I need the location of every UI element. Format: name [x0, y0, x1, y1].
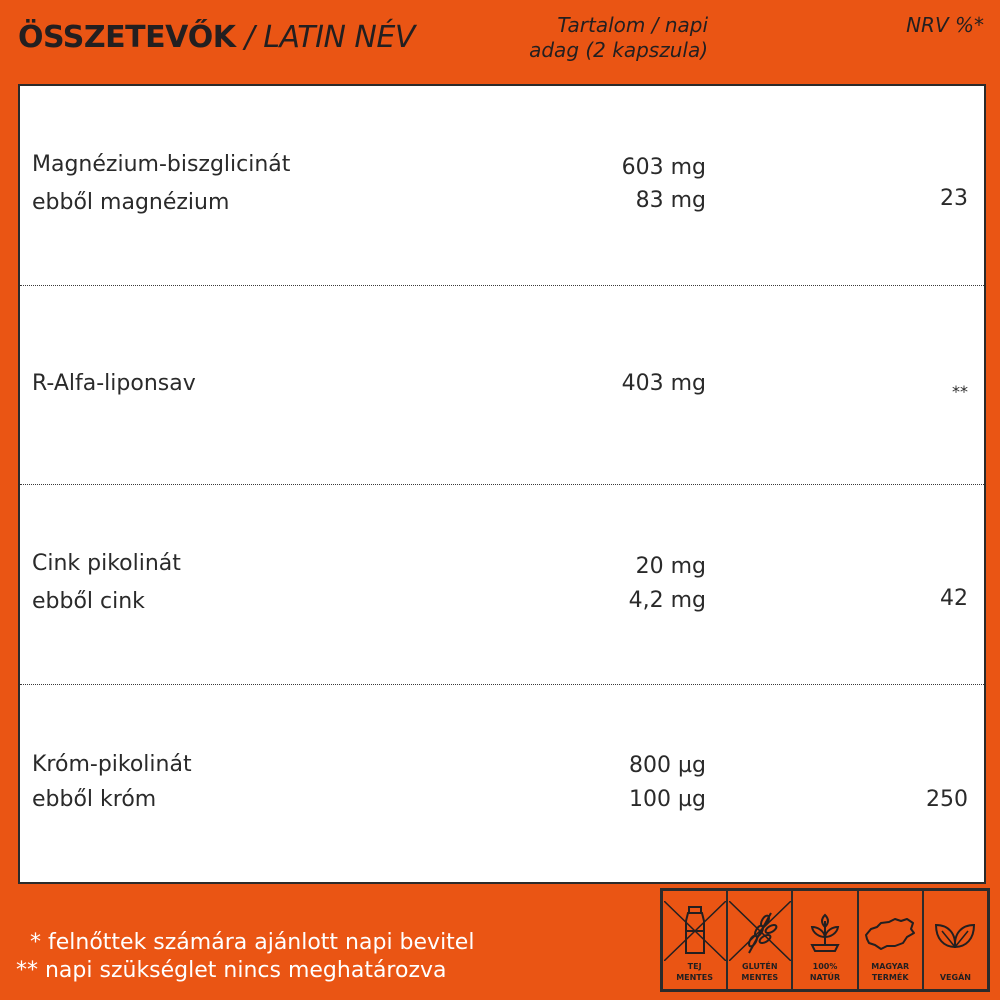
ingredient-sub-name: ebből króm	[32, 787, 157, 812]
plant-icon	[800, 907, 850, 957]
ingredient-amount: 20 mg	[635, 554, 706, 579]
badge-hungarian-product: MAGYAR TERMÉK	[859, 891, 924, 989]
ingredients-table	[18, 84, 986, 884]
ingredient-sub-amount: 83 mg	[635, 188, 706, 213]
ingredient-sub-name: ebből cink	[32, 589, 145, 614]
footnote-no-requirement: ** napi szükséglet nincs meghatározva	[16, 958, 447, 983]
table-row	[20, 685, 984, 882]
badge-natural: 100% NATÚR	[793, 891, 858, 989]
ingredient-name: Cink pikolinát	[32, 551, 181, 576]
ingredient-nrv: 23	[940, 186, 968, 211]
table-row	[20, 86, 984, 286]
column-header-nrv: NRV %*	[906, 13, 984, 37]
milk-bottle-crossed-icon	[664, 901, 726, 961]
ingredient-nrv: 42	[940, 586, 968, 611]
ingredient-amount: 603 mg	[621, 155, 706, 180]
ingredient-amount: 403 mg	[621, 371, 706, 396]
table-header	[0, 0, 1000, 72]
ingredient-name: R-Alfa-liponsav	[32, 371, 196, 396]
hungary-map-icon	[863, 913, 917, 953]
ingredient-name: Magnézium-biszglicinát	[32, 152, 291, 177]
ingredient-sub-amount: 4,2 mg	[628, 588, 706, 613]
column-header-content: Tartalom / napi adag (2 kapszula)	[529, 13, 708, 62]
column-header-ingredients: ÖSSZETEVŐK / LATIN NÉV	[18, 20, 415, 55]
table-row	[20, 286, 984, 485]
product-badges	[660, 888, 990, 992]
ingredient-amount: 800 µg	[629, 753, 706, 778]
ingredient-sub-amount: 100 µg	[629, 787, 706, 812]
wheat-crossed-icon	[729, 901, 791, 961]
ingredient-name: Króm-pikolinát	[32, 752, 192, 777]
ingredient-nrv: **	[952, 382, 968, 401]
footnote-nrv: * felnőttek számára ajánlott napi bevitel	[16, 930, 475, 955]
badge-gluten-free: GLUTÉN MENTES	[728, 891, 793, 989]
ingredient-nrv: 250	[926, 787, 968, 812]
ingredient-sub-name: ebből magnézium	[32, 190, 230, 215]
badge-vegan: VEGÁN	[924, 891, 987, 989]
table-row	[20, 485, 984, 685]
badge-dairy-free: TEJ MENTES	[663, 891, 728, 989]
leaf-icon	[930, 913, 980, 953]
